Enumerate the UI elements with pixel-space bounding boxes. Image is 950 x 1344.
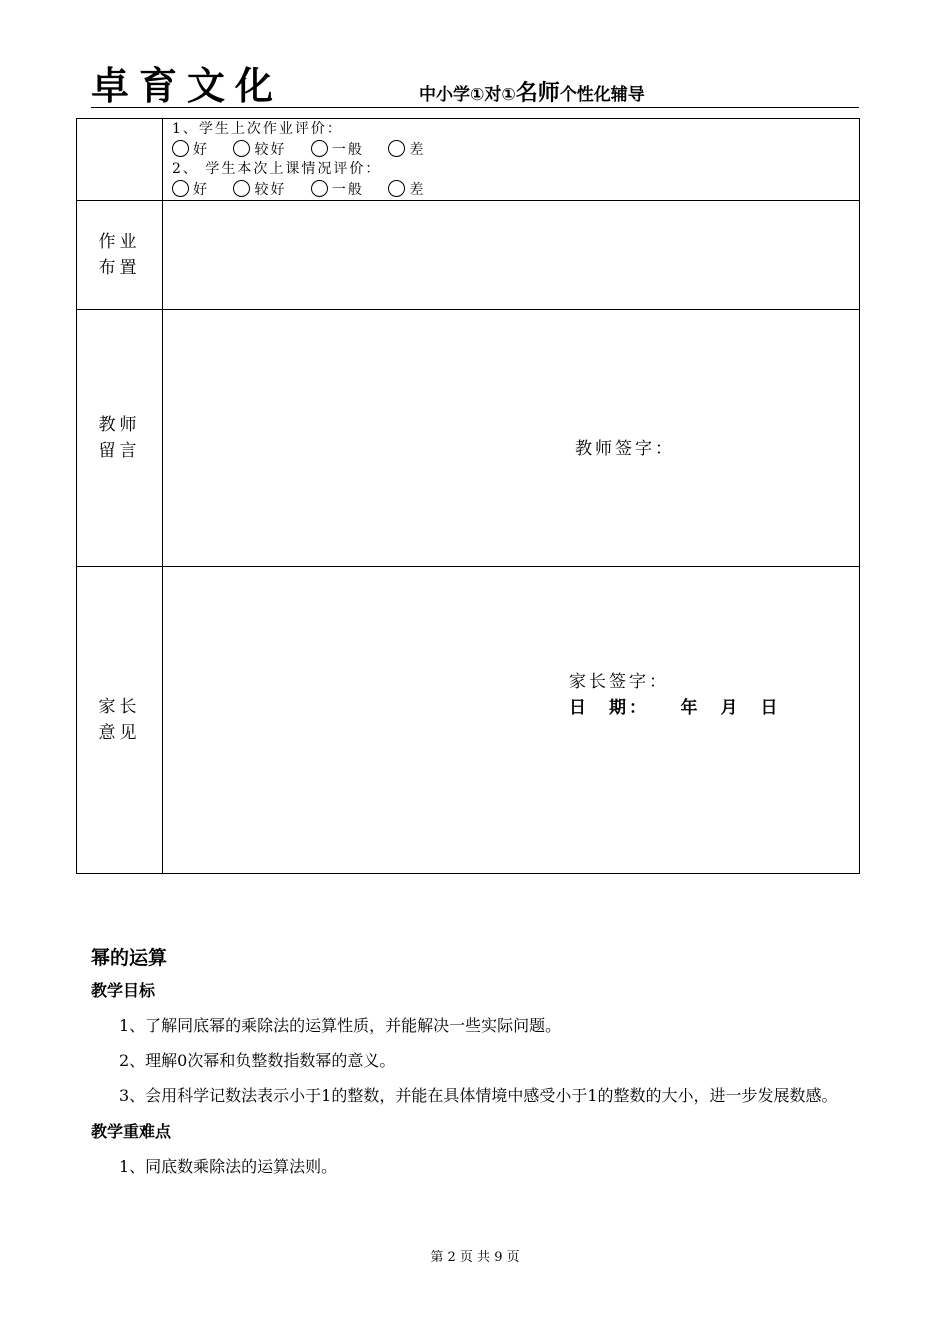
date-line: 日 期： 年 月 日 bbox=[569, 698, 781, 718]
radio-circle-icon[interactable] bbox=[388, 140, 405, 157]
evaluation-question-2: 2、 学生本次上课情况评价： bbox=[172, 161, 382, 177]
tagline-prefix: 中小学①对① bbox=[419, 85, 516, 105]
option-label: 差 bbox=[409, 141, 426, 158]
header-divider bbox=[91, 107, 859, 108]
homework-label-line-2: 布置 bbox=[98, 258, 141, 278]
radio-circle-icon[interactable] bbox=[388, 180, 405, 197]
evaluation-question-1: 1、学生上次作业评价： bbox=[172, 121, 343, 137]
teacher-comment-row bbox=[77, 310, 860, 567]
parent-label-line-1: 家长 bbox=[98, 697, 141, 717]
radio-circle-icon[interactable] bbox=[233, 180, 250, 197]
option-label: 较好 bbox=[254, 181, 287, 198]
radio-circle-icon[interactable] bbox=[233, 140, 250, 157]
evaluation-options-2 bbox=[172, 180, 859, 201]
parent-signature-label: 家长签字： bbox=[569, 672, 669, 692]
option-label: 较好 bbox=[254, 141, 287, 158]
tagline-emphasis: 名师 bbox=[515, 81, 560, 106]
parent-opinion-label-cell bbox=[77, 567, 163, 874]
option-poor-2[interactable] bbox=[388, 180, 425, 201]
homework-label-cell bbox=[77, 201, 163, 310]
option-label: 好 bbox=[193, 181, 209, 198]
lesson-title: 幂的运算 bbox=[91, 947, 168, 969]
teacher-label-line-2: 留言 bbox=[98, 441, 141, 461]
radio-circle-icon[interactable] bbox=[311, 180, 328, 197]
brand-tagline bbox=[419, 82, 645, 107]
brand-title: 卓育文化 bbox=[91, 64, 284, 108]
key-point-1: 1、同底数乘除法的运算法则。 bbox=[119, 1157, 338, 1176]
goal-item-2: 2、理解0次幂和负整数指数幂的意义。 bbox=[119, 1051, 396, 1070]
option-label: 好 bbox=[193, 141, 209, 158]
goal-item-3: 3、会用科学记数法表示小于1的整数，并能在具体情境中感受小于1的整数的大小，进一步发展数感。 bbox=[119, 1086, 838, 1105]
option-good-2[interactable] bbox=[172, 180, 209, 201]
page-number: 第 2 页 共 9 页 bbox=[430, 1250, 520, 1265]
radio-circle-icon[interactable] bbox=[311, 140, 328, 157]
evaluation-cell bbox=[163, 119, 860, 201]
radio-circle-icon[interactable] bbox=[172, 180, 189, 197]
option-fair-1[interactable] bbox=[233, 140, 286, 161]
tagline-suffix: 个性化辅导 bbox=[559, 85, 645, 105]
evaluation-options-1 bbox=[172, 140, 859, 161]
option-average-1[interactable] bbox=[311, 140, 364, 161]
evaluation-row bbox=[77, 119, 860, 201]
homework-content-cell[interactable] bbox=[163, 201, 860, 310]
option-fair-2[interactable] bbox=[233, 180, 286, 201]
parent-opinion-cell[interactable] bbox=[163, 567, 860, 874]
teacher-comment-cell[interactable] bbox=[163, 310, 860, 567]
homework-row bbox=[77, 201, 860, 310]
teacher-comment-area bbox=[163, 310, 859, 566]
page-header bbox=[91, 64, 859, 108]
option-average-2[interactable] bbox=[311, 180, 364, 201]
option-good-1[interactable] bbox=[172, 140, 209, 161]
parent-opinion-row bbox=[77, 567, 860, 874]
option-label: 差 bbox=[409, 181, 426, 198]
section-heading-goals: 教学目标 bbox=[91, 981, 156, 1000]
option-poor-1[interactable] bbox=[388, 140, 425, 161]
teacher-label-line-1: 教师 bbox=[98, 415, 141, 435]
parent-label-line-2: 意见 bbox=[98, 723, 141, 743]
feedback-form-table bbox=[76, 118, 860, 874]
option-label: 一般 bbox=[331, 181, 364, 198]
evaluation-label-cell bbox=[77, 119, 163, 201]
homework-label-line-1: 作业 bbox=[98, 232, 141, 252]
teacher-signature-label: 教师签字： bbox=[575, 439, 675, 459]
option-label: 一般 bbox=[331, 141, 364, 158]
radio-circle-icon[interactable] bbox=[172, 140, 189, 157]
goal-item-1: 1、了解同底幂的乘除法的运算性质，并能解决一些实际问题。 bbox=[119, 1016, 562, 1035]
parent-opinion-area bbox=[163, 567, 859, 873]
section-heading-key-points: 教学重难点 bbox=[91, 1122, 172, 1141]
teacher-comment-label-cell bbox=[77, 310, 163, 567]
lesson-content bbox=[91, 944, 861, 1184]
